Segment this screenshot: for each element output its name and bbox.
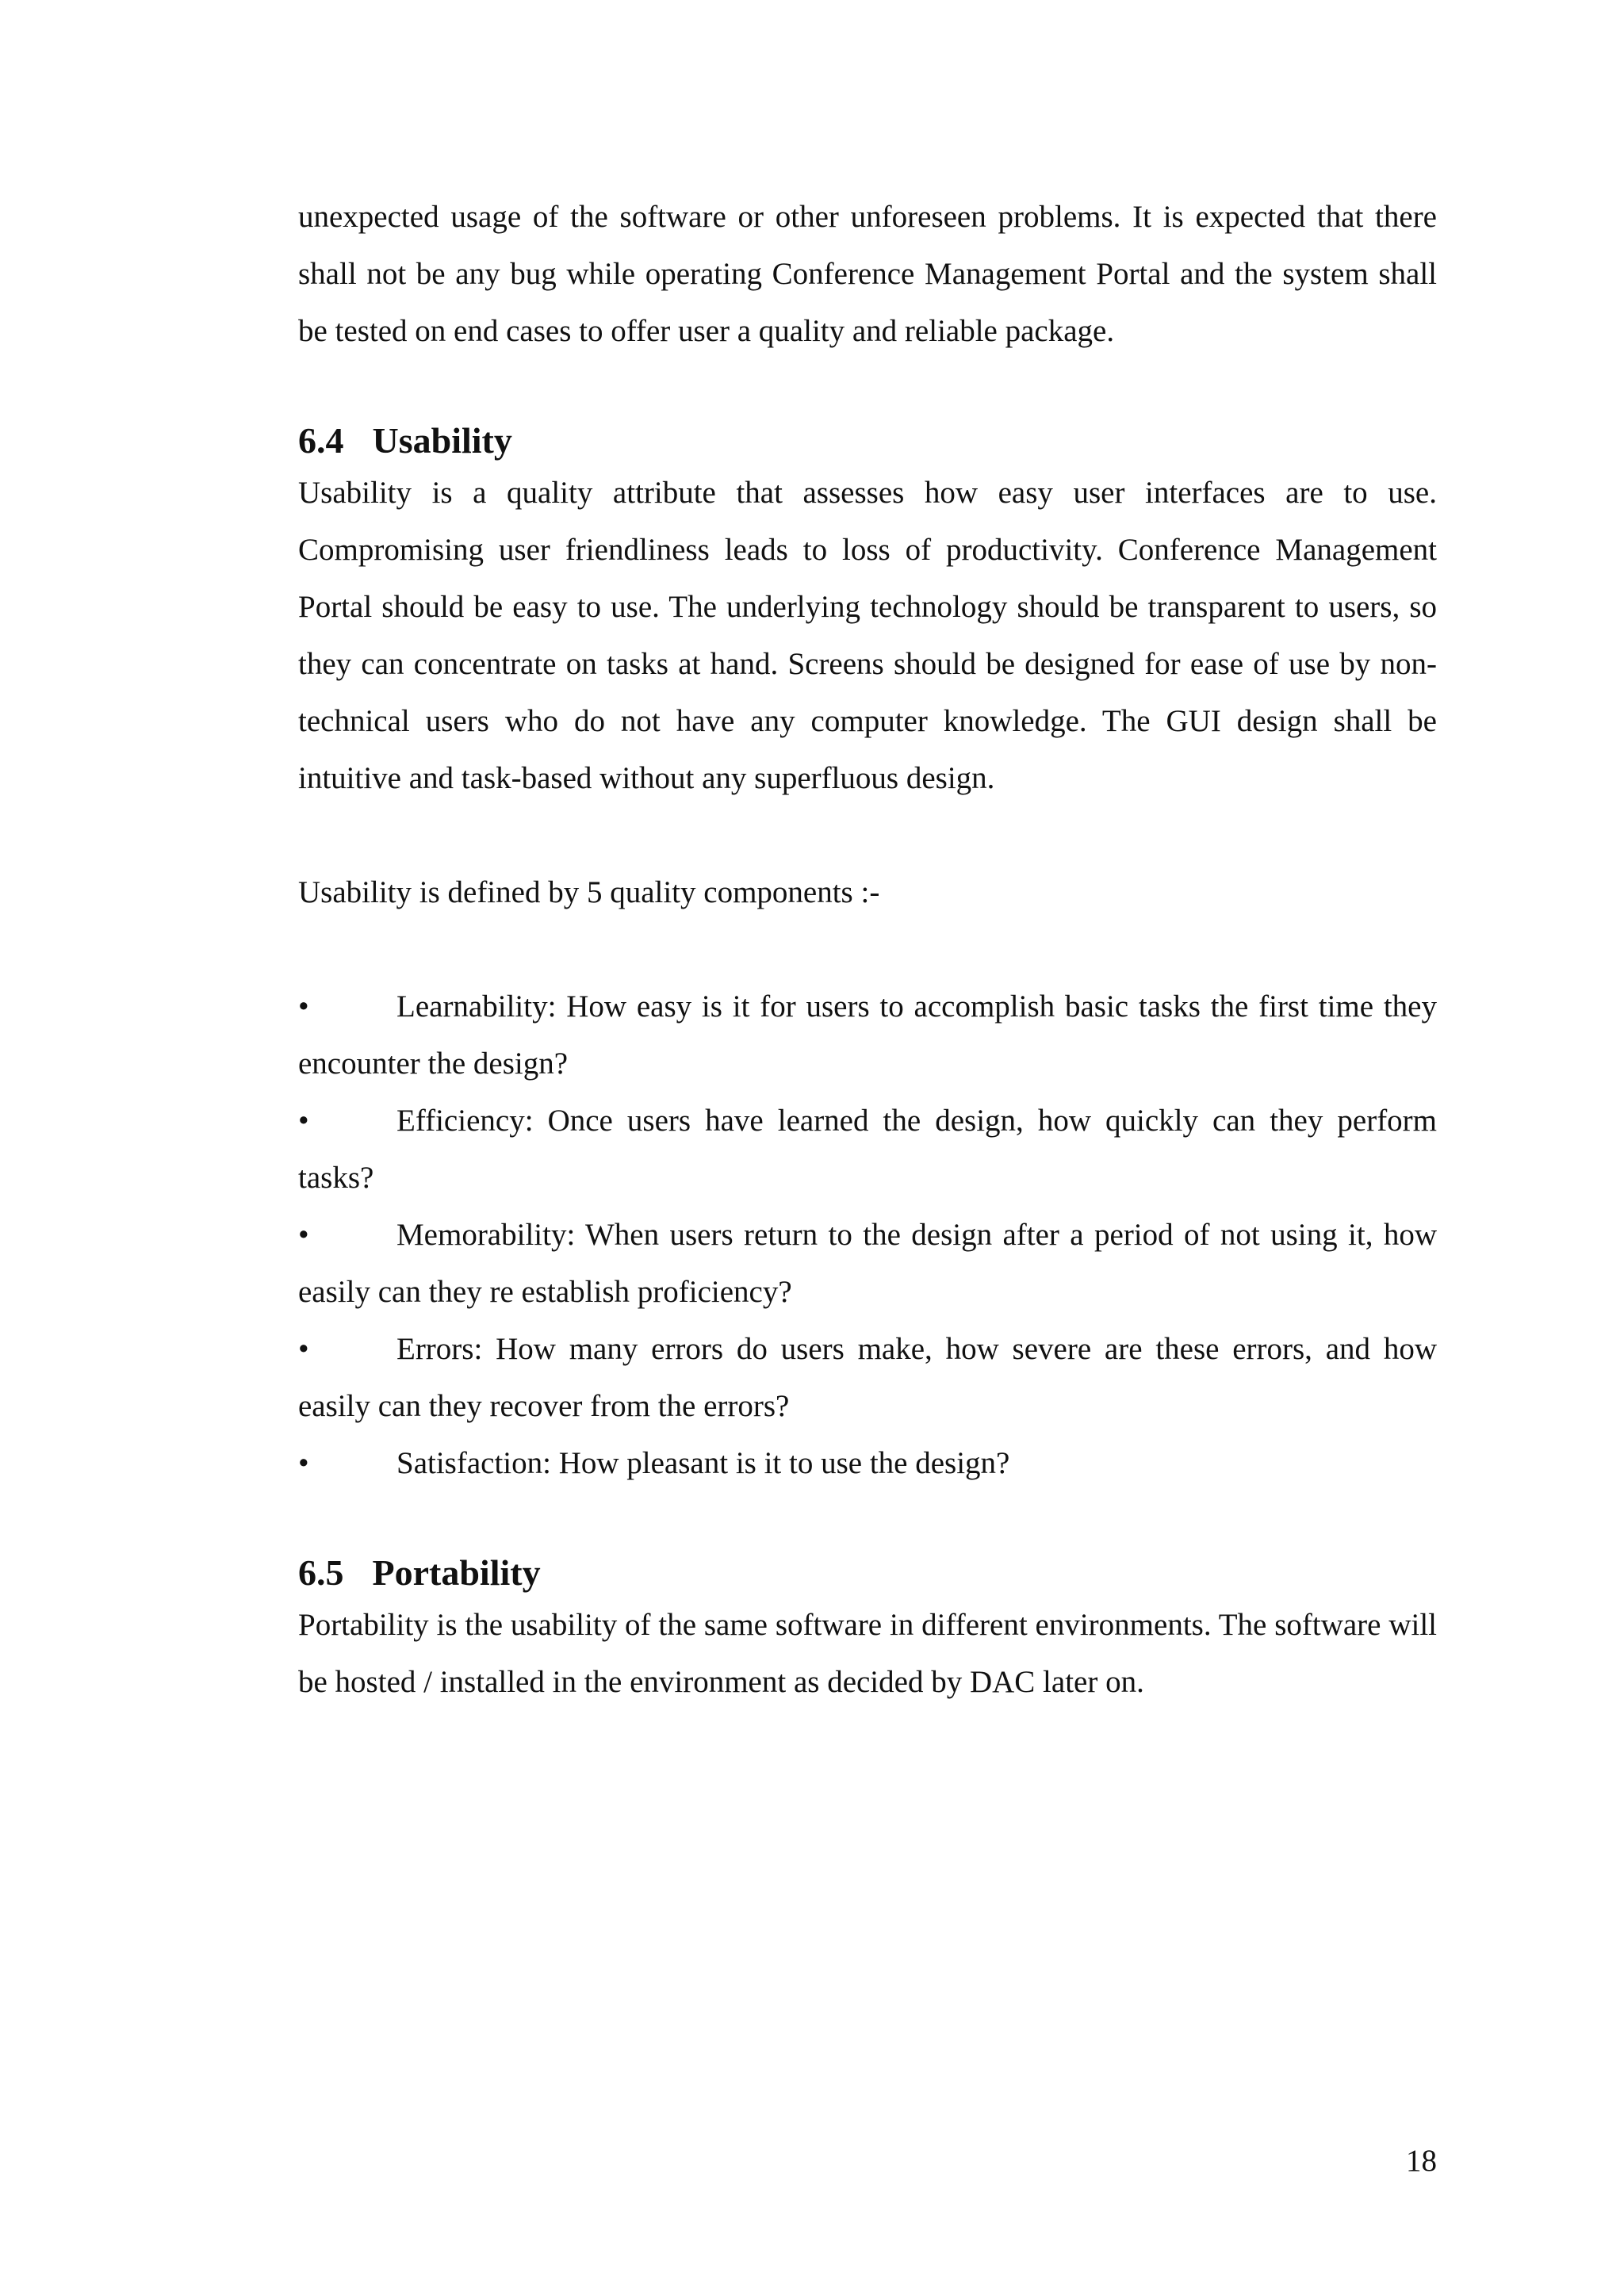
section-title: Usability bbox=[372, 420, 512, 461]
spacer bbox=[298, 807, 1437, 864]
spacer bbox=[298, 921, 1437, 978]
components-intro: Usability is defined by 5 quality components :- bbox=[298, 875, 880, 909]
section-heading-usability bbox=[298, 417, 1437, 465]
quality-components-list bbox=[298, 978, 1437, 1492]
list-item bbox=[298, 1321, 1437, 1435]
spacer bbox=[298, 1492, 1437, 1549]
list-item bbox=[298, 1435, 1437, 1492]
intro-paragraph: unexpected usage of the software or other unforeseen problems. It is expected that there shall not be any bug while operating Conference Management Portal and the system shall be tested on end cases to offer user a quality and reliable package. bbox=[298, 200, 1437, 348]
list-item bbox=[298, 1207, 1437, 1321]
bullet-icon: • bbox=[298, 1332, 309, 1366]
bullet-icon: • bbox=[298, 989, 309, 1024]
list-item-text: Satisfaction: How pleasant is it to use the design? bbox=[396, 1446, 1010, 1480]
list-item-text: Learnability: How easy is it for users to accomplish basic tasks the first time they encounter the design? bbox=[298, 989, 1437, 1081]
section-title: Portability bbox=[372, 1552, 541, 1593]
list-item-text: Errors: How many errors do users make, how severe are these errors, and how easily can they recover from the errors? bbox=[298, 1332, 1437, 1423]
page-number: 18 bbox=[1406, 2144, 1437, 2178]
section-number: 6.5 bbox=[298, 1552, 344, 1593]
list-item-text: Efficiency: Once users have learned the design, how quickly can they perform tasks? bbox=[298, 1104, 1437, 1195]
section-heading-portability bbox=[298, 1549, 1437, 1597]
list-item bbox=[298, 1093, 1437, 1207]
bullet-icon: • bbox=[298, 1104, 309, 1138]
bullet-icon: • bbox=[298, 1218, 309, 1252]
portability-paragraph: Portability is the usability of the same software in different environments. The software will be hosted / installed in the environment as decided by DAC later on. bbox=[298, 1608, 1437, 1699]
page-content bbox=[298, 189, 1437, 1711]
spacer bbox=[298, 360, 1437, 417]
bullet-icon: • bbox=[298, 1446, 309, 1480]
section-number: 6.4 bbox=[298, 420, 344, 461]
list-item-text: Memorability: When users return to the design after a period of not using it, how easily can they re establish proficiency? bbox=[298, 1218, 1437, 1309]
list-item bbox=[298, 978, 1437, 1093]
usability-paragraph: Usability is a quality attribute that assesses how easy user interfaces are to use. Compromising user friendliness leads to loss of productivity. Conference Management Portal should be easy to use. The underlying technology should be transparent to users, so they can concentrate on tasks at hand. Screens should be designed for ease of use by non-technical users who do not have any computer knowledge. The GUI design shall be intuitive and task-based without any superfluous design. bbox=[298, 476, 1437, 795]
